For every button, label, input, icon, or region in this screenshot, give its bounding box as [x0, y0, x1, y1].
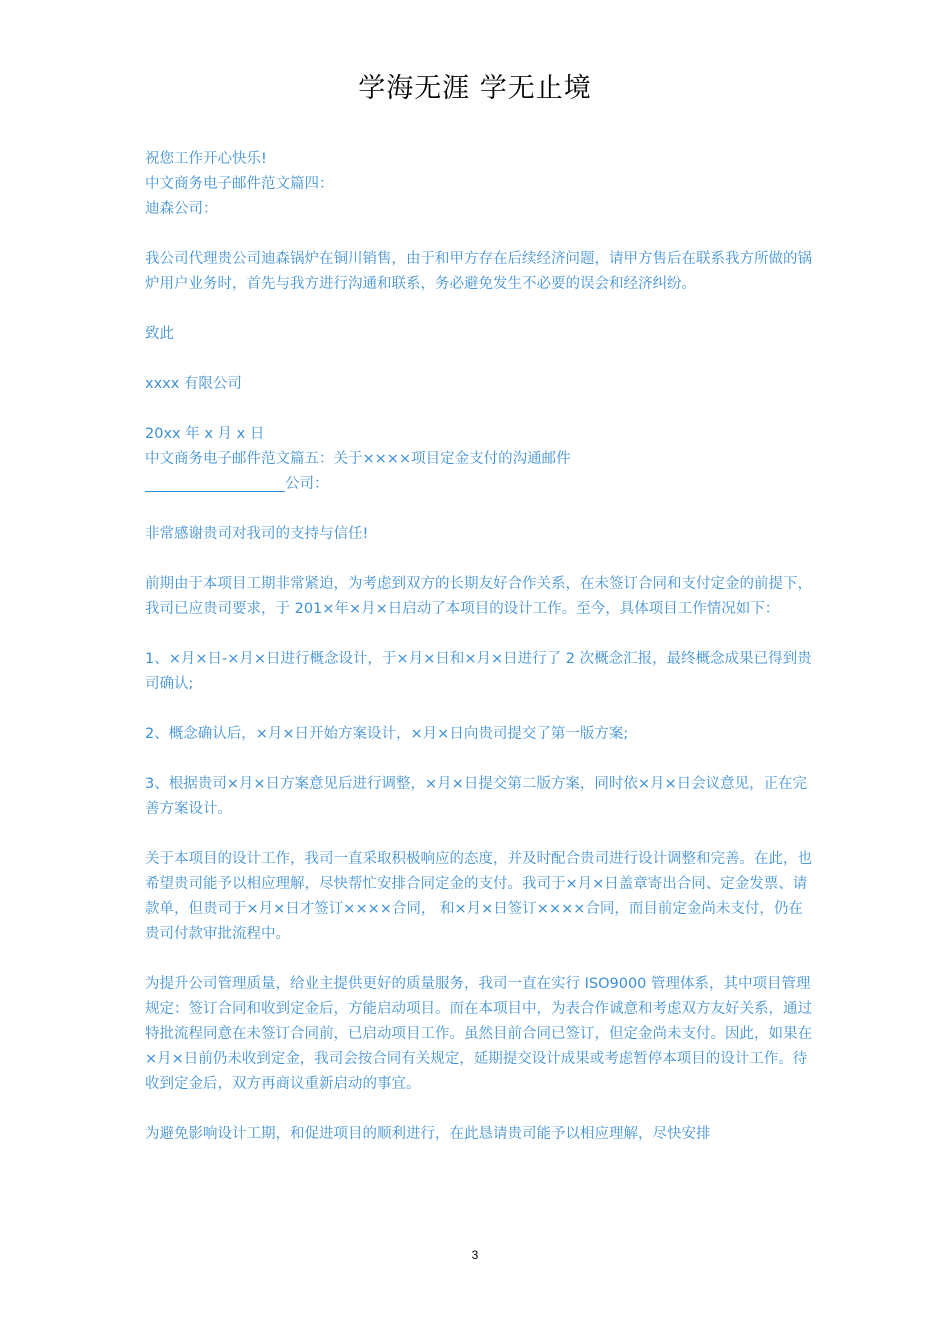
blank-line [145, 347, 813, 372]
blank-line [145, 1097, 813, 1122]
paragraph: 非常感谢贵司对我司的支持与信任! [145, 526, 369, 542]
paragraph: 祝您工作开心快乐! [145, 151, 267, 167]
blank-line [145, 947, 813, 972]
blank-line [145, 547, 813, 572]
paragraph: 1、×月×日-×月×日进行概念设计，于×月×日和×月×日进行了 2 次概念汇报，最终概念成果已得到贵司确认; [145, 651, 812, 692]
salutation-line [145, 472, 813, 497]
paragraph: 为避免影响设计工期，和促进项目的顺利进行，在此恳请贵司能予以相应理解，尽快安排 [145, 1126, 711, 1142]
paragraph: 致此 [145, 326, 174, 342]
fill-in-blank [145, 473, 285, 492]
paragraph: 我公司代理贵公司迪森锅炉在铜川销售，由于和甲方存在后续经济问题，请甲方售后在联系我方所做的锅炉用户业务时，首先与我方进行沟通和联系，务必避免发生不必要的误会和经济纠纷。 [145, 251, 812, 292]
blank-line [145, 822, 813, 847]
paragraph: 迪森公司： [145, 201, 218, 217]
blank-line [145, 747, 813, 772]
paragraph: 2、概念确认后，×月×日开始方案设计，×月×日向贵司提交了第一版方案; [145, 726, 629, 742]
blank-line [145, 697, 813, 722]
paragraph: 20xx 年 x 月 x 日 [145, 426, 265, 442]
page-number: 3 [471, 1248, 479, 1262]
blank-line [145, 622, 813, 647]
paragraph: 3、根据贵司×月×日方案意见后进行调整，×月×日提交第二版方案，同时依×月×日会议意见，正在完善方案设计。 [145, 776, 808, 817]
blank-line [145, 297, 813, 322]
paragraph: 关于本项目的设计工作，我司一直采取积极响应的态度，并及时配合贵司进行设计调整和完善。在此，也希望贵司能予以相应理解，尽快帮忙安排合同定金的支付。我司于×月×日盖章寄出合同、定金发票、请款单，但贵司于×月×日才签订××××合同， 和×月×日签订××××合同，而目前定金尚未支付，仍在贵司付款审批流程中。 [145, 851, 812, 942]
blank-line [145, 497, 813, 522]
blank-line [145, 222, 813, 247]
paragraph: 前期由于本项目工期非常紧迫，为考虑到双方的长期友好合作关系，在未签订合同和支付定金的前提下，我司已应贵司要求，于 201×年×月×日启动了本项目的设计工作。至今，具体项目工作情况如下： [145, 576, 812, 617]
blank-line [145, 397, 813, 422]
document-body [145, 147, 813, 1147]
paragraph: xxxx 有限公司 [145, 376, 242, 392]
paragraph: 中文商务电子邮件范文篇五：关于××××项目定金支付的沟通邮件 [145, 451, 571, 467]
salutation-suffix: 公司： [285, 476, 329, 492]
paragraph: 为提升公司管理质量，给业主提供更好的质量服务，我司一直在实行 ISO9000 管理体系，其中项目管理规定：签订合同和收到定金后，方能启动项目。而在本项目中，为表合作诚意和考虑双方友好关系，通过特批流程同意在未签订合同前，已启动项目工作。虽然目前合同已签订，但定金尚未支付。因此，如果在×月×日前仍未收到定金，我司会按合同有关规定，延期提交设计成果或考虑暂停本项目的设计工作。待收到定金后，双方再商议重新启动的事宜。 [145, 976, 812, 1092]
page-header-title: 学海无涯 学无止境 [358, 73, 592, 104]
paragraph: 中文商务电子邮件范文篇四： [145, 176, 334, 192]
